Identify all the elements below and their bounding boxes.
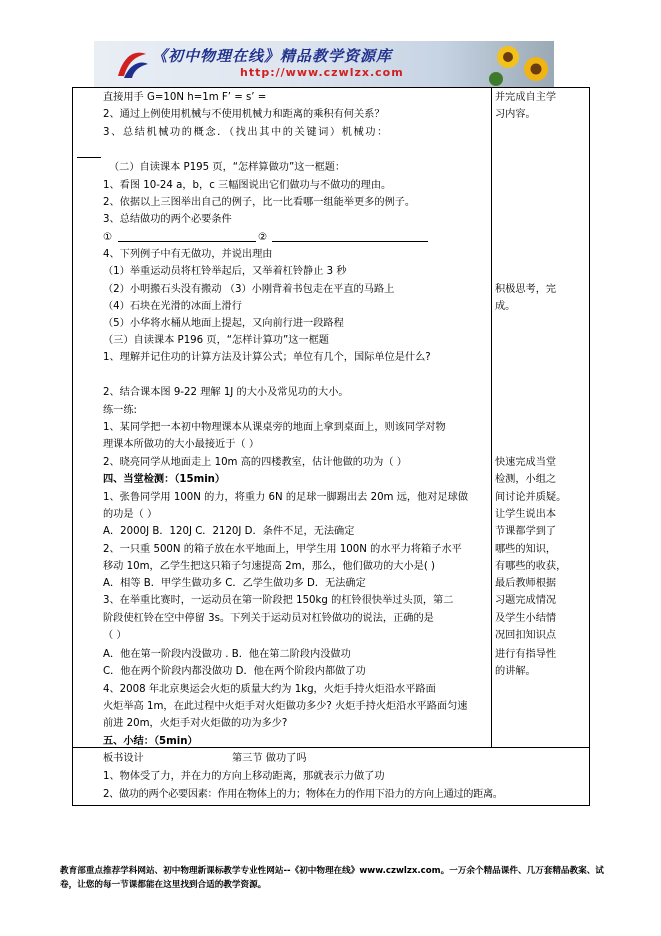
text-line: A．2000J B．120J C．2120J D．条件不足，无法确定	[103, 526, 355, 537]
text-line: 2、晓亮同学从地面走上 10m 高的四楼教室，估计他做的功为（ ）	[103, 457, 407, 468]
table-top-border	[72, 87, 590, 88]
column-divider	[491, 87, 492, 747]
side-note-line: 让学生说出本	[495, 509, 557, 520]
side-note-line: 最后教师根据	[495, 578, 557, 589]
text-line: 2、结合课本图 9-22 理解 1J 的大小及常见功的大小。	[103, 387, 349, 398]
text-line: 3、在举重比赛时，一运动员在第一阶段把 150kg 的杠铃很快举过头顶，第二	[103, 595, 454, 606]
text-line: 4、下列例子中有无做功，并说出理由	[103, 249, 273, 260]
text-line: 3、总结机械功的概念．（找出其中的关键词）机械功：	[103, 127, 389, 138]
text-line: 五、小结：（5min）	[103, 736, 198, 747]
side-note-line: 检测，小组之	[495, 474, 557, 485]
side-note-line: 及学生小结情	[495, 613, 557, 624]
side-note-line: 习题完成情况	[495, 595, 557, 606]
board-right-border	[589, 747, 590, 805]
text-line: 1、看图 10-24 a，b，c 三幅图说出它们做功与不做功的理由。	[103, 180, 392, 191]
condition-one-marker: ①	[103, 232, 113, 243]
banner-title: 《初中物理在线》精品教学资源库	[152, 47, 393, 65]
sunflower-icon	[484, 41, 554, 87]
text-line: 1、张鲁同学用 100N 的力，将重力 6N 的足球一脚踢出去 20m 远，他对足球做	[103, 492, 469, 503]
side-note-line: 节课都学到了	[495, 526, 557, 537]
text-line: 移动 10m，乙学生把这只箱子匀速提高 2m，那么，他们做功的大小是( )	[103, 561, 436, 572]
table-right-border	[589, 87, 590, 747]
text-line: 2、通过上例使用机械与不使用机械力和距离的乘积有何关系？	[103, 109, 385, 120]
text-line: （二）自读课本 P195 页，“怎样算做功”这一框题：	[109, 162, 346, 173]
text-line: 前进 20m，火炬手对火炬做的功为多少?	[103, 718, 288, 729]
board-heading: 第三节 做功了吗	[232, 753, 307, 764]
text-line: 阶段使杠铃在空中停留 3s。下列关于运动员对杠铃做功的说法，正确的是	[103, 613, 434, 624]
text-line: 四、当堂检测：（15min）	[103, 474, 226, 485]
text-line: 3、总结做功的两个必要条件	[103, 214, 232, 225]
side-note-line: 的讲解。	[495, 666, 536, 677]
side-note-line: 间讨论并质疑。	[495, 492, 567, 503]
side-note-line: 进行有指导性	[495, 649, 557, 660]
text-line: 1、理解并记住功的计算方法及计算公式；单位有几个，国际单位是什么?	[103, 352, 431, 363]
text-line: （ ）	[103, 630, 127, 641]
text-line: （4）石块在光滑的冰面上滑行	[103, 301, 242, 312]
table-bottom-border	[72, 805, 590, 806]
text-line: 2、依据以上三图举出自己的例子，比一比看哪一组能举更多的例子。	[103, 197, 416, 208]
text-line: 1、某同学把一本初中物理课本从课桌旁的地面上拿到桌面上，则该同学对物	[103, 422, 446, 433]
side-note-line: 习内容。	[495, 109, 536, 120]
side-note-line: 有哪些的收获，	[495, 561, 567, 572]
side-note-line: 况回扣知识点	[495, 630, 557, 641]
header-banner	[94, 41, 554, 87]
condition-two-marker: ②	[258, 232, 268, 243]
text-line: 的功是（ ）	[103, 509, 158, 520]
board-line-2: 2、做功的两个必要因素：作用在物体上的力；物体在力的作用下沿力的方向上通过的距离。	[103, 789, 503, 800]
text-line: C．他在两个阶段内都没做功 D．他在两个阶段内都做了功	[103, 666, 366, 677]
side-note-line: 快速完成当堂	[495, 457, 557, 468]
banner-url: http://www.czwlzx.com	[240, 66, 404, 79]
board-line-1: 1、物体受了力，并在力的方向上移动距离，那就表示力做了功	[103, 771, 385, 782]
text-line: A．相等 B．甲学生做功多 C．乙学生做功多 D．无法确定	[103, 578, 366, 589]
site-logo-icon	[114, 46, 150, 82]
side-note-line: 成。	[495, 301, 516, 312]
side-note-line: 哪些的知识，	[495, 544, 557, 555]
page-footer: 教育部重点推荐学科网站、初中物理新课标教学专业性网站--《初中物理在线》www.czwlzx.com。一万余个精品课件、几万套精品教案、试卷，让您的每一节课都能在这里找到合适的教学资源。	[60, 866, 604, 890]
text-line: （2）小明搬石头没有搬动 （3）小刚背着书包走在平直的马路上	[103, 284, 395, 295]
condition-one-blank	[118, 241, 256, 242]
board-left-border	[72, 747, 73, 805]
text-line: 2、一只重 500N 的箱子放在水平地面上，甲学生用 100N 的水平力将箱子水平	[103, 544, 462, 555]
table-left-border	[72, 87, 73, 747]
condition-two-blank	[272, 241, 428, 242]
board-label: 板书设计	[103, 753, 144, 764]
answer-blank-line	[77, 157, 101, 158]
text-line: 火炬举高 1m，在此过程中火炬手对火炬做功多少? 火炬手持火炬沿水平路面匀速	[103, 701, 468, 712]
text-line: A．他在第一阶段内没做功 . B．他在第二阶段内没做功	[103, 649, 351, 660]
side-note-line: 积极思考，完	[495, 284, 557, 295]
text-line: 练一练:	[103, 405, 137, 416]
side-note-line: 并完成自主学	[495, 92, 557, 103]
text-line: 理课本所做功的大小最接近于（ ）	[103, 439, 260, 450]
text-line: （5）小华将水桶从地面上提起，又向前行进一段路程	[103, 318, 344, 329]
text-line: （1）举重运动员将杠铃举起后，又举着杠铃静止 3 秒	[103, 266, 347, 277]
text-line: 直接用手 G=10N h=1m F’ = s’ =	[103, 92, 267, 103]
text-line: （三）自读课本 P196 页，“怎样计算功”这一框题	[103, 335, 329, 346]
text-line: 4、2008 年北京奥运会火炬的质量大约为 1kg，火炬手持火炬沿水平路面	[103, 684, 436, 695]
